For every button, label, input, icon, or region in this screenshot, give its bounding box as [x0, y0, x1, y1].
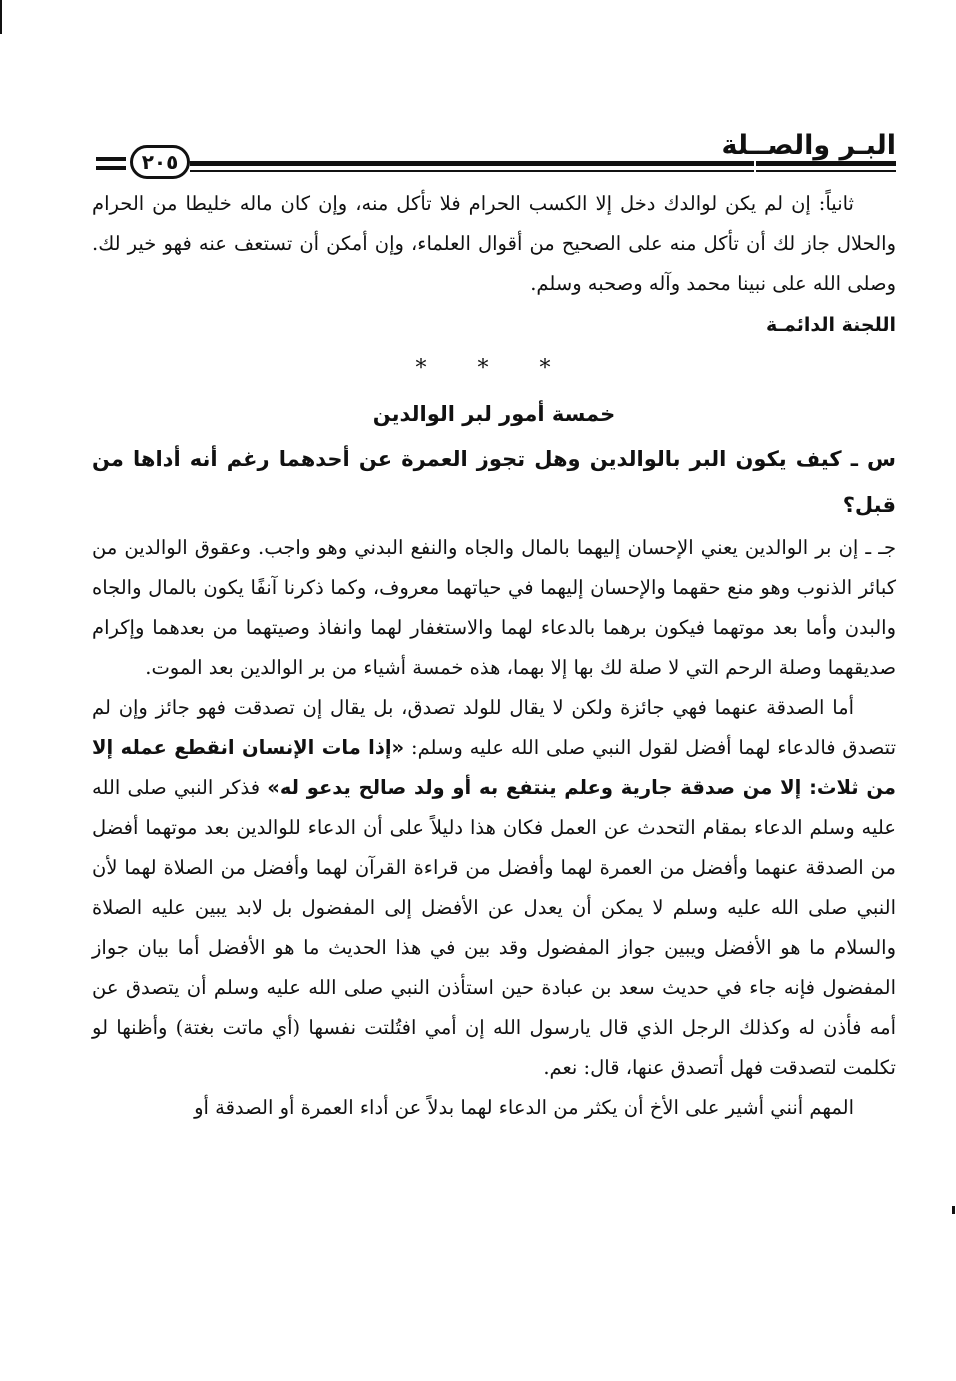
- page-number: ٢٠٥: [130, 145, 190, 179]
- hadith-quote: «إذا مات الإنسان انقطع عمله إلا من ثلاث: إلا من صدقة جارية وعلم ينتفع به أو ولد صالح يدعو له»: [92, 736, 896, 799]
- margin-mark: [0, 0, 2, 34]
- header-rule: [96, 157, 126, 161]
- question: س ـ كيف يكون البر بالوالدين وهل تجوز العمرة عن أحدهما رغم أنه أداها من قبل؟: [92, 447, 896, 517]
- header-rule: [96, 166, 126, 170]
- header-rule: [756, 161, 896, 166]
- running-title: البـر والصــلة: [721, 130, 896, 161]
- paragraph-text: فذكر النبي صلى الله عليه وسلم الدعاء بمقام التحدث عن العمل فكان هذا دليلاً على أن الدعاء للوالدين بعد موتهما أفضل من الصدقة عنهما وأفضل من العمرة لهما وأفضل من قراءة القرآن لهما وأفضل من الصلاة لهما لأن النبي صلى الله عليه وسلم لا يمكن أن يعدل عن الأفضل إلى المفضول بل لابد يبين عليه الصلاة والسلام ما هو الأفضل ويبين جواز المفضول وقد بين في هذا الحديث ما هو الأفضل أما بيان جواز المفضول فإنه جاء في حديث سعد بن عبادة حين استأذن النبي صلى الله عليه وسلم أن يتصدق عن أمه فأذن له وكذلك الرجل الذي قال يارسول الله إن أمي افتُلتت نفسها (أي ماتت بغتة) وأظنها لو تكلمت لتصدقت فهل أتصدق عنها، قال: نعم.: [92, 776, 896, 1079]
- section-heading: خمسة أمور لبر الوالدين: [372, 402, 616, 426]
- paragraph: ثانياً: إن لم يكن لوالدك دخل إلا الكسب الحرام فلا تأكل منه، وإن كان ماله خليطا من الحرام والحلال جاز لك أن تأكل منه على الصحيح من أقوال العلماء، وإن أمكن أن تستعف عنه فهو خير لك. وصلى الله على نبينا محمد وآله وصحبه وسلم.: [92, 192, 896, 295]
- signature: اللجنة الدائمـة: [765, 314, 896, 336]
- section-divider: * * *: [415, 356, 573, 381]
- margin-mark: [952, 1206, 955, 1214]
- paragraph-text: أما الصدقة عنهما فهي جائزة ولكن لا يقال للولد تصدق، بل يقال إن تصدقت فهو جائز وإن لم تتصدق فالدعاء لهما أفضل لقول النبي صلى الله عليه وسلم:: [92, 696, 896, 759]
- page-body: [92, 184, 896, 1128]
- page-header: [96, 128, 896, 178]
- paragraph: المهم أنني أشير على الأخ أن يكثر من الدعاء لهما بدلاً عن أداء العمرة أو الصدقة أو: [194, 1096, 854, 1119]
- paragraph: [92, 688, 896, 1088]
- header-rule: [190, 161, 754, 166]
- header-rule: [190, 170, 754, 172]
- paragraph: جـ ـ إن بر الوالدين يعني الإحسان إليهما بالمال والجاه والنفع البدني وهو واجب. وعقوق الوالدين من كبائر الذنوب وهو منع حقهما والإحسان إليهما في حياتهما معروف، وكما ذكرنا آنفًا يكون بالمال والجاه والبدن وأما بعد موتهما فيكون برهما بالدعاء لهما والاستغفار لهما وانفاذ وصيتهما من بعدهما وإكرام صديقهما وصلة الرحم التي لا صلة لك بها إلا بهما، هذه خمسة أشياء من بر الوالدين بعد الموت.: [92, 536, 896, 679]
- header-rule: [756, 170, 896, 172]
